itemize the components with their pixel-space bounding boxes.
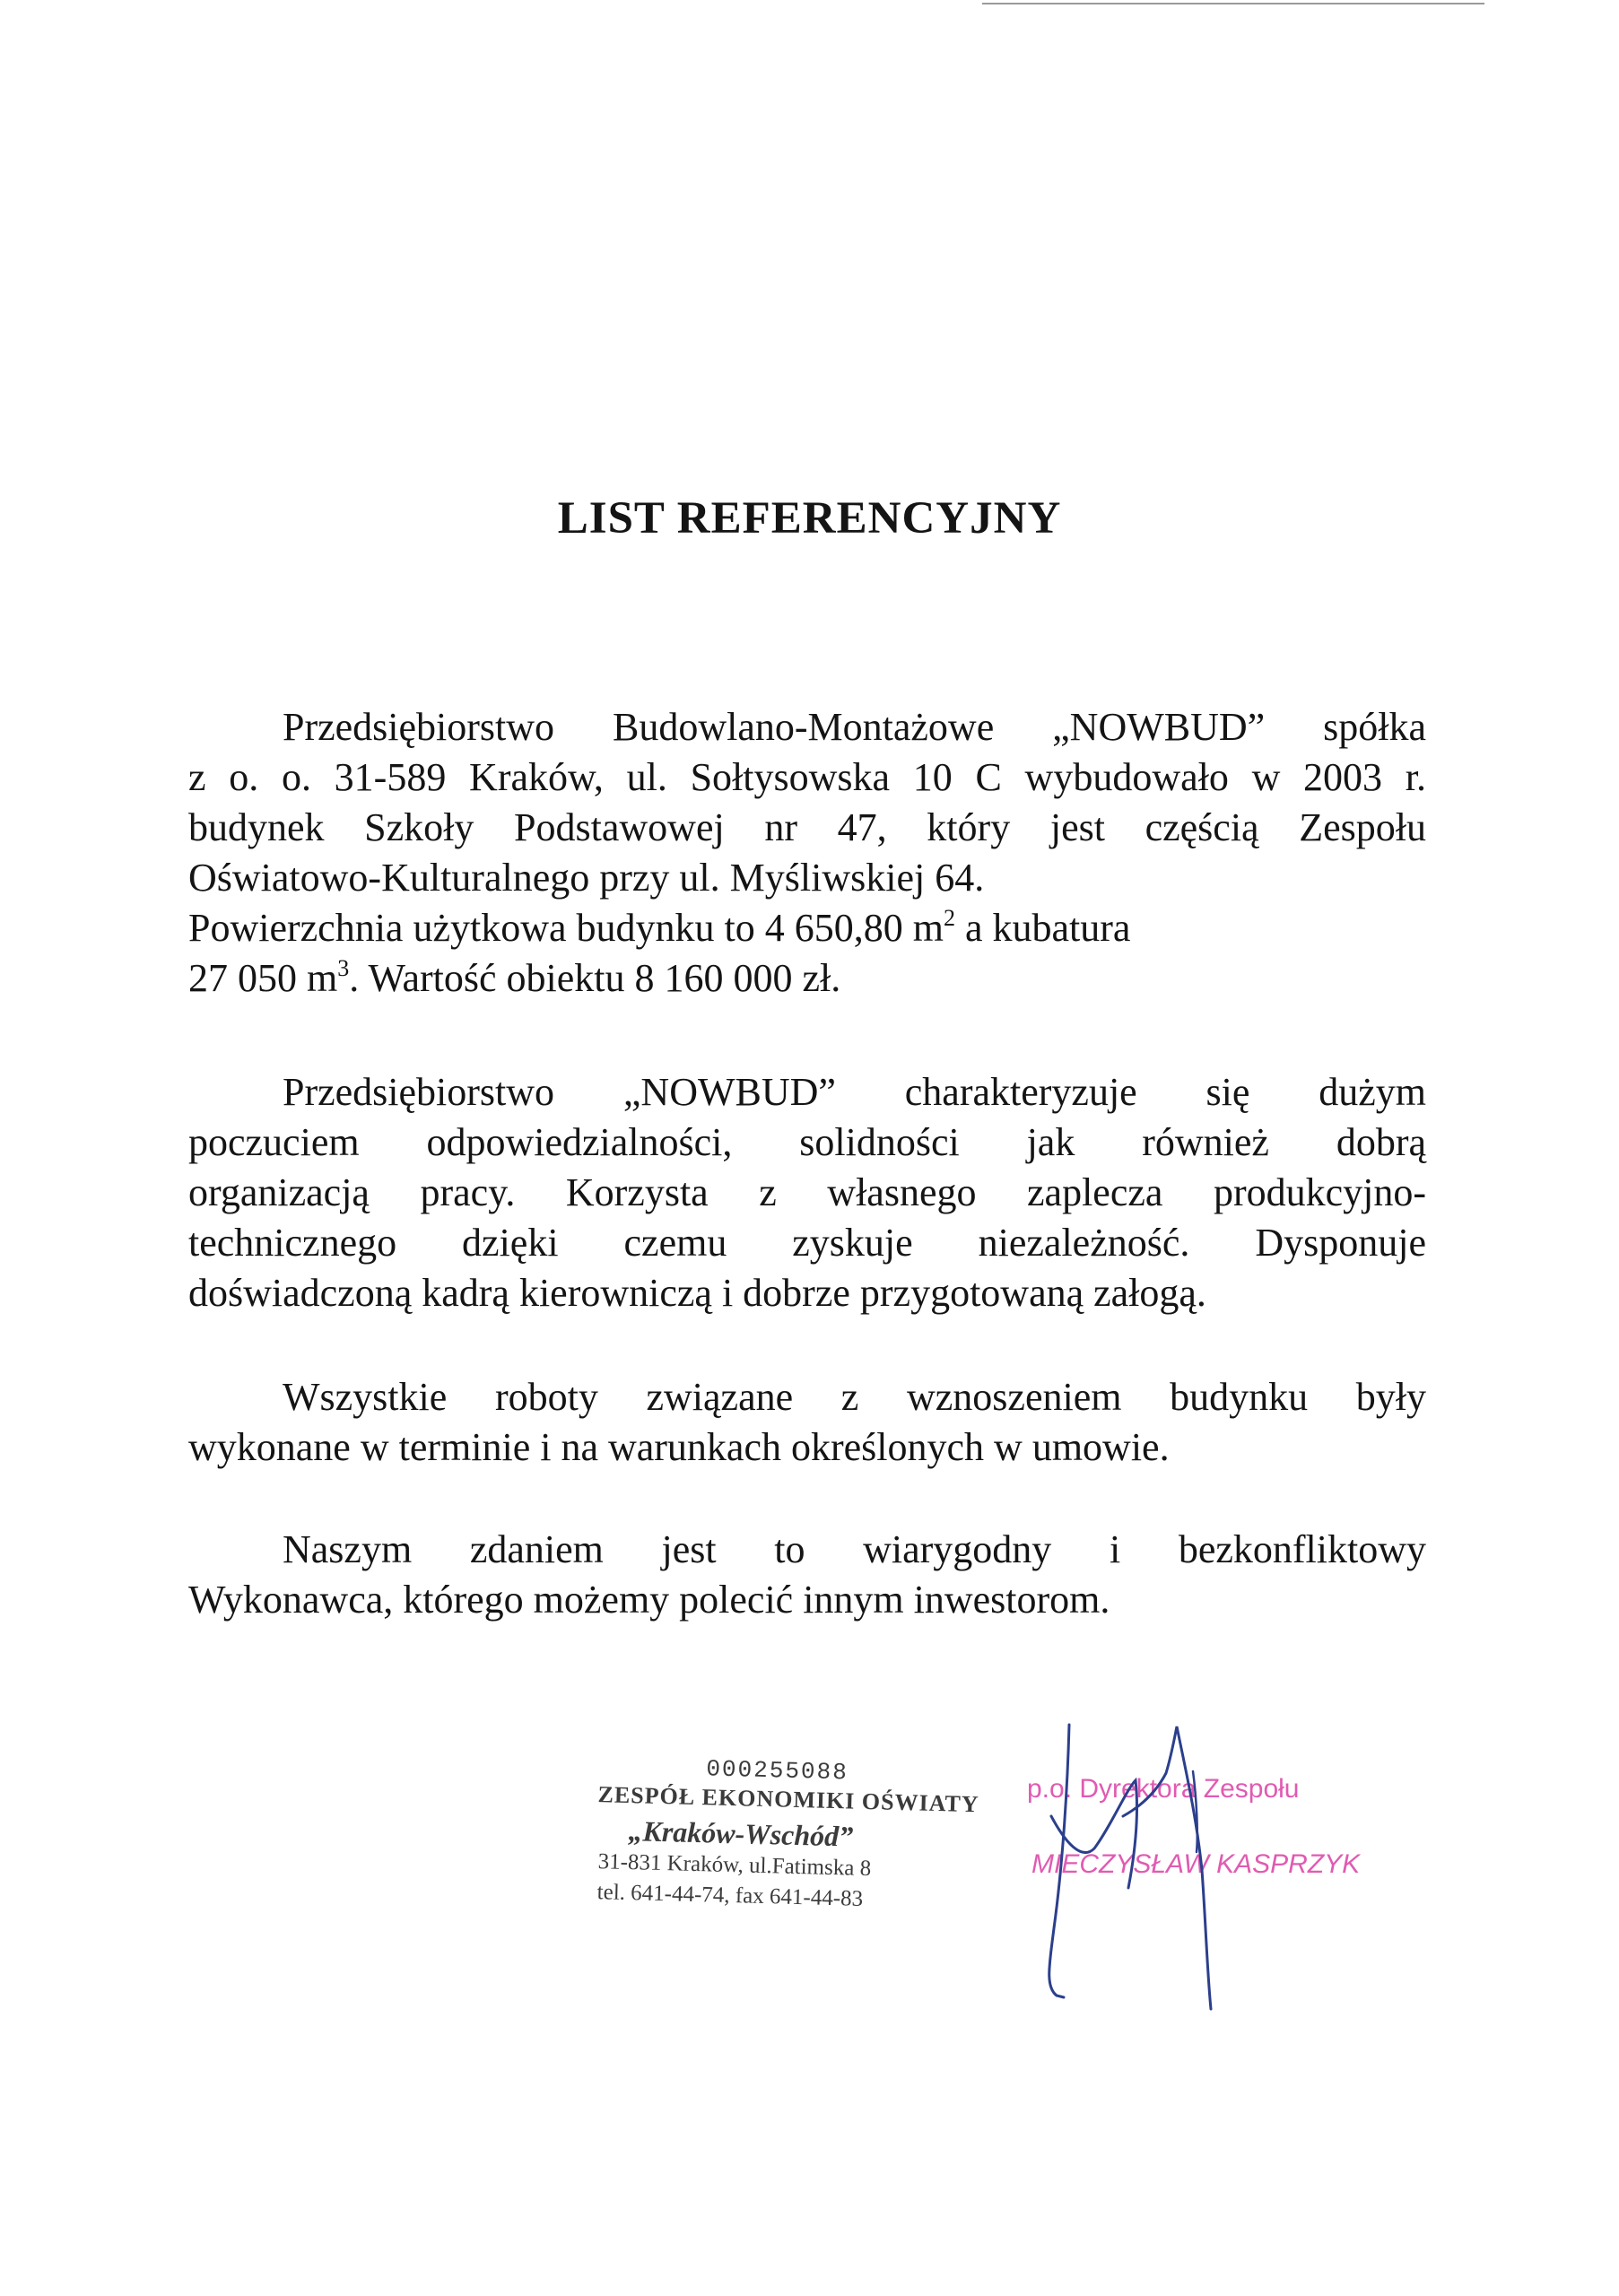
text-line: Wykonawca, którego możemy polecić innym inwestorom.: [188, 1578, 1110, 1622]
superscript: 2: [943, 905, 955, 931]
signature-title-stamp: p.o. Dyrektora Zespołu: [1027, 1774, 1300, 1804]
text-line: Przedsiębiorstwo Budowlano-Montażowe „NOWBUD” spółka: [283, 705, 1426, 749]
document-title: LIST REFERENCYJNY: [557, 493, 1062, 544]
area-text: Powierzchnia użytkowa budynku to 4 650,80 m: [188, 906, 944, 950]
text-line: organizacją pracy. Korzysta z własnego zaplecza produkcyjno-: [188, 1170, 1426, 1214]
stamp-line-1: ZESPÓŁ EKONOMIKI OŚWIATY: [597, 1781, 979, 1818]
text-line: wykonane w terminie i na warunkach określonych w umowie.: [188, 1425, 1170, 1469]
superscript: 3: [337, 955, 350, 981]
text-line: z o. o. 31-589 Kraków, ul. Sołtysowska 10 C wybudowało w 2003 r.: [188, 755, 1426, 799]
stamp-line-3: 31-831 Kraków, ul.Fatimska 8: [597, 1849, 872, 1882]
value-text: . Wartość obiektu 8 160 000 zł.: [349, 956, 841, 1000]
text-line: Naszym zdaniem jest to wiarygodny i bezkonfliktowy: [283, 1527, 1426, 1571]
text-line: technicznego dzięki czemu zyskuje niezależność. Dysponuje: [188, 1221, 1426, 1265]
text-line: budynek Szkoły Podstawowej nr 47, który jest częścią Zespołu: [188, 805, 1426, 849]
paragraph-3: [188, 1372, 1426, 1473]
text-line: [188, 953, 1426, 1004]
text-line: Wszystkie roboty związane z wznoszeniem budynku były: [283, 1375, 1426, 1419]
stamp-line-2: „Kraków-Wschód”: [628, 1814, 854, 1853]
paragraph-1: [188, 702, 1426, 1004]
paragraph-4: [188, 1525, 1426, 1625]
text-line: Przedsiębiorstwo „NOWBUD” charakteryzuje się dużym: [283, 1070, 1426, 1114]
text-line: poczuciem odpowiedzialności, solidności jak również dobrą: [188, 1120, 1426, 1164]
top-edge-rule: [982, 3, 1484, 4]
paragraph-2: [188, 1067, 1426, 1318]
text-line: [188, 903, 1426, 953]
signature-name-stamp: MIECZYSŁAW KASPRZYK: [1031, 1849, 1361, 1879]
institution-stamp: [585, 1752, 1011, 1952]
text-line: Oświatowo-Kulturalnego przy ul. Myśliwskiej 64.: [188, 856, 985, 900]
volume-text: 27 050 m: [188, 956, 338, 1000]
handwritten-signature: [1005, 1709, 1301, 2013]
volume-label: a kubatura: [954, 906, 1131, 950]
stamp-line-4: tel. 641-44-74, fax 641-44-83: [596, 1880, 864, 1911]
text-line: doświadczoną kadrą kierowniczą i dobrze przygotowaną załogą.: [188, 1271, 1206, 1315]
stamp-number: 000255088: [705, 1755, 849, 1787]
